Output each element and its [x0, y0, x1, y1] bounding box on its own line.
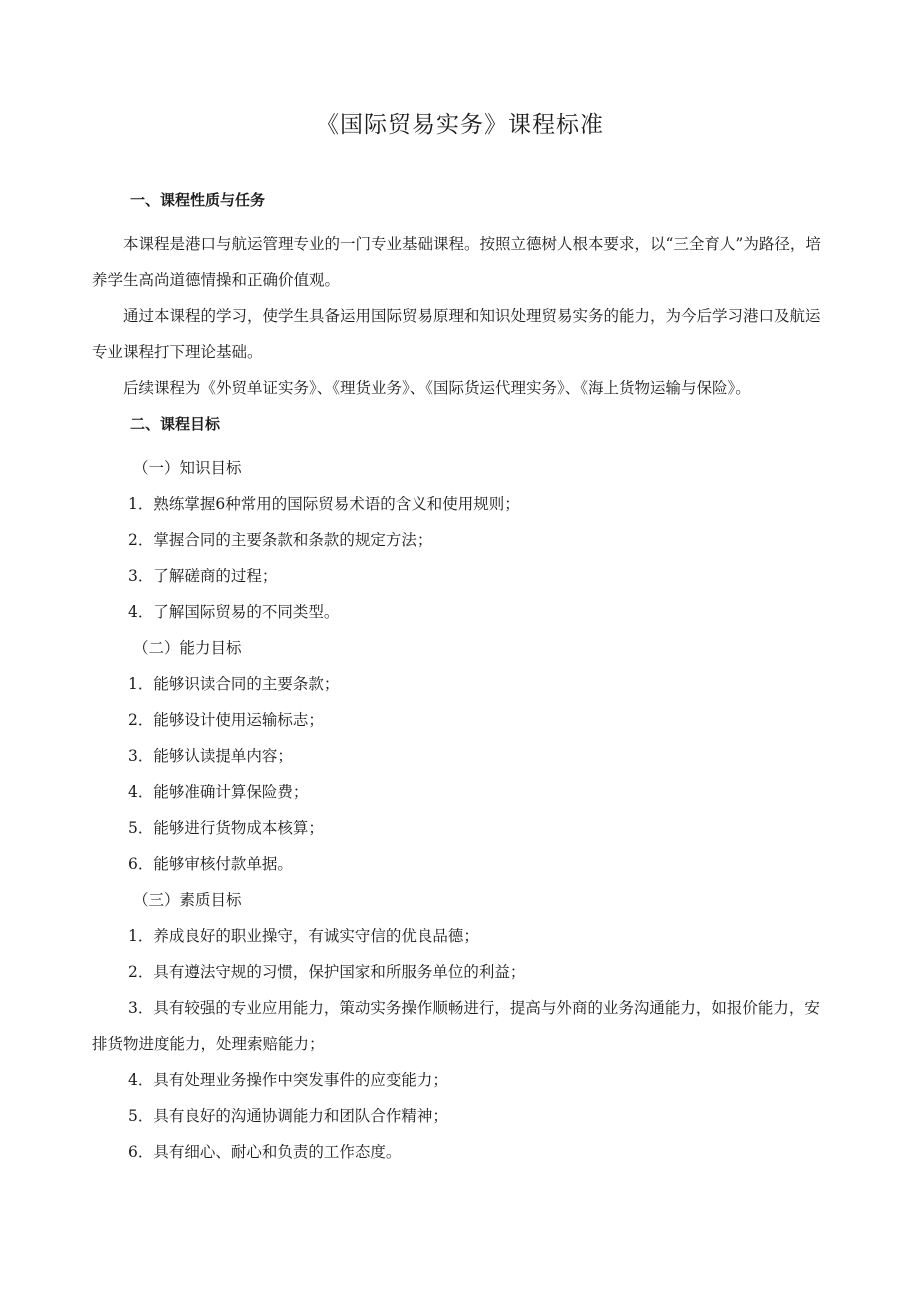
- subsection-heading: （二）能力目标: [133, 639, 242, 657]
- list-item: 4．了解国际贸易的不同类型。: [128, 603, 340, 621]
- list-item: 2．具有遵法守规的习惯，保护国家和所服务单位的利益；: [128, 963, 526, 981]
- list-item: 4．具有处理业务操作中突发事件的应变能力；: [128, 1071, 448, 1089]
- paragraph: 本课程是港口与航运管理专业的一门专业基础课程。按照立德树人根本要求，以“三全育人”为路径，培养学生高尚道德情操和正确价值观。: [92, 235, 821, 289]
- section-heading: 二、课程目标: [130, 415, 221, 433]
- list-item: 5．能够进行货物成本核算；: [128, 819, 324, 837]
- list-item: 5．具有良好的沟通协调能力和团队合作精神；: [128, 1107, 448, 1125]
- list-item: 3．了解磋商的过程；: [128, 567, 278, 585]
- list-item: 4．能够准确计算保险费；: [128, 783, 309, 801]
- list-item: 2．掌握合同的主要条款和条款的规定方法；: [128, 531, 433, 549]
- knowledge-objectives: [92, 450, 828, 630]
- section-heading: 一、课程性质与任务: [130, 191, 266, 209]
- list-item: 6．能够审核付款单据。: [128, 855, 293, 873]
- quality-objectives: [92, 882, 828, 1170]
- list-item: 3．能够认读提单内容；: [128, 747, 293, 765]
- paragraph: 通过本课程的学习，使学生具备运用国际贸易原理和知识处理贸易实务的能力，为今后学习港口及航运专业课程打下理论基础。: [92, 307, 821, 361]
- list-item: 1．能够识读合同的主要条款；: [128, 675, 340, 693]
- list-item: 1．养成良好的职业操守，有诚实守信的优良品德；: [128, 927, 479, 945]
- list-item: 2．能够设计使用运输标志；: [128, 711, 324, 729]
- list-item: 3．具有较强的专业应用能力，策动实务操作顺畅进行，提高与外商的业务沟通能力，如报价能力，安排货物进度能力，处理索赔能力；: [92, 999, 820, 1053]
- subsection-heading: （三）素质目标: [133, 891, 242, 909]
- paragraph: 后续课程为《外贸单证实务》、《理货业务》、《国际货运代理实务》、《海上货物运输与保险》。: [123, 379, 751, 397]
- list-item: 6．具有细心、耐心和负责的工作态度。: [128, 1143, 402, 1161]
- section-nature-tasks: [92, 190, 828, 406]
- ability-objectives: [92, 630, 828, 882]
- subsection-heading: （一）知识目标: [133, 459, 242, 477]
- list-item: 1．熟练掌握6种常用的国际贸易术语的含义和使用规则；: [128, 495, 520, 513]
- document-title: 《国际贸易实务》课程标准: [316, 112, 604, 138]
- section-course-objectives: [92, 414, 828, 1170]
